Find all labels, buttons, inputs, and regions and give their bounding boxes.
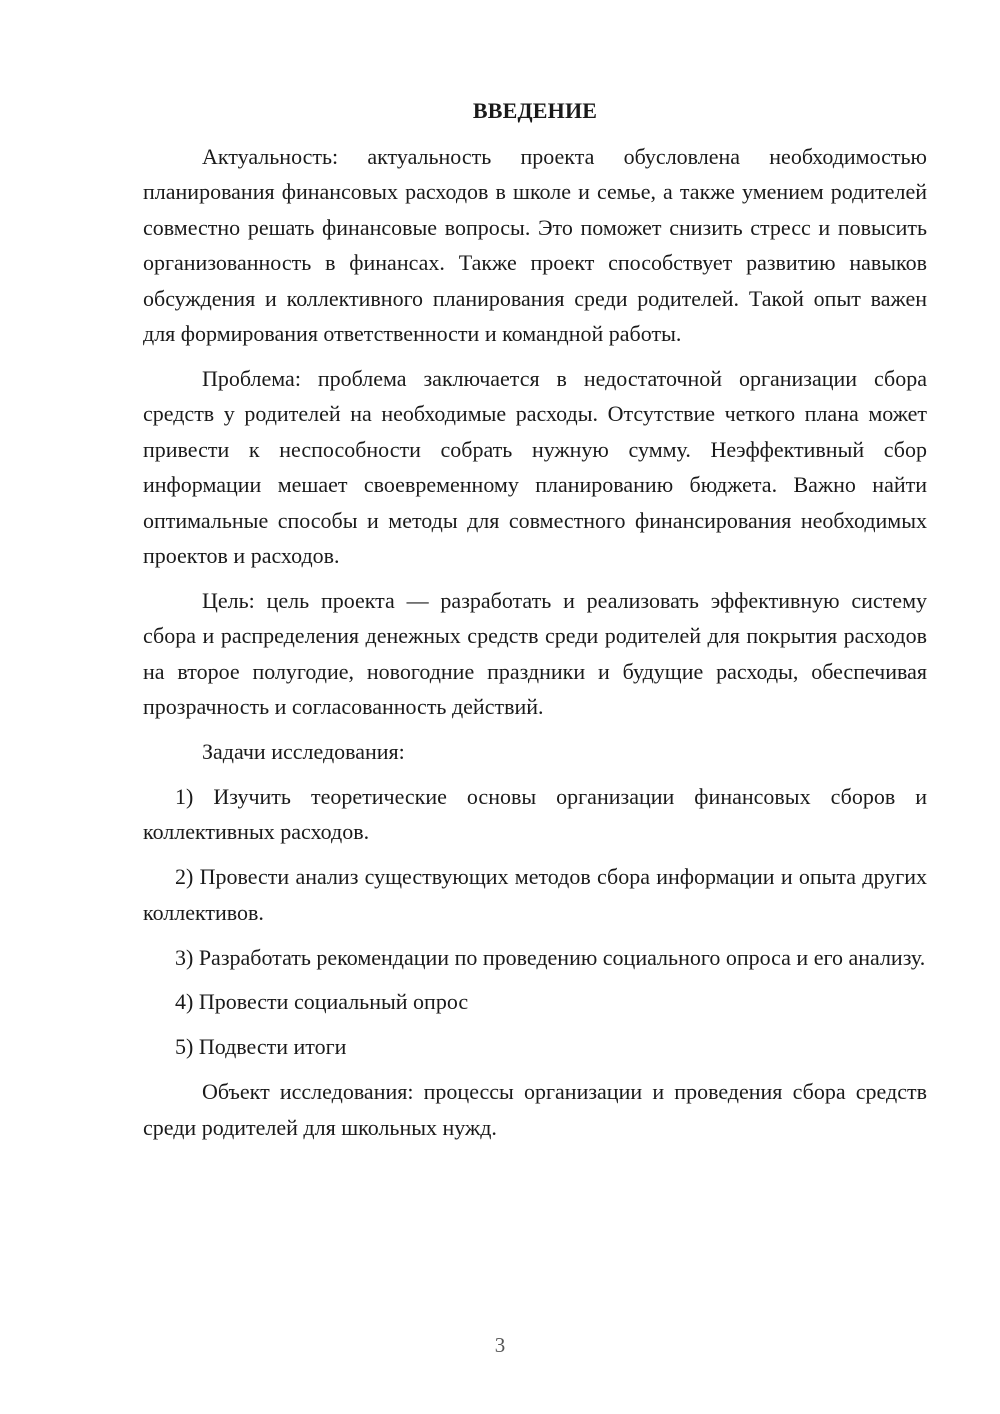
page-content [143,96,927,1155]
task-item-5: 5) Подвести итоги [175,1034,347,1060]
tasks-title: Задачи исследования: [202,739,405,764]
task-item-3: 3) Разработать рекомендации по проведению социального опроса и его анализу. [175,944,926,970]
page-number: 3 [494,1333,506,1357]
paragraph-problem: Проблема: проблема заключается в недостаточной организации сбора средств у родителей на необходимые расходы. Отсутствие четкого плана может привести к неспособности собрать нужную сумму. Неэффективный сбор информации мешает своевременному планированию бюджета. Важно найти оптимальные способы и методы для совместного финансирования необходимых проектов и расходов. [143,365,927,568]
paragraph-relevance: Актуальность: актуальность проекта обусловлена необходимостью планирования финансовых расходов в школе и семье, а также умением родителей совместно решать финансовые вопросы. Это поможет снизить стресс и повысить организованность в финансах. Также проект способствует развитию навыков обсуждения и коллективного планирования среди родителей. Такой опыт важен для формирования ответственности и командной работы. [143,144,927,347]
paragraph-goal: Цель: цель проекта — разработать и реализовать эффективную систему сбора и распределения денежных средств среди родителей для покрытия расходов на второе полугодие, новогодние праздники и будущие расходы, обеспечивая прозрачность и согласованность действий. [143,587,927,720]
task-item-1: 1) Изучить теоретические основы организации финансовых сборов и коллективных расходов. [143,783,927,845]
paragraph-object: Объект исследования: процессы организации и проведения сбора средств среди родителей для школьных нужд. [143,1079,927,1140]
page-title: ВВЕДЕНИЕ [472,98,598,123]
task-item-2: 2) Провести анализ существующих методов сбора информации и опыта других коллективов. [143,864,927,925]
task-item-4: 4) Провести социальный опрос [175,989,469,1015]
